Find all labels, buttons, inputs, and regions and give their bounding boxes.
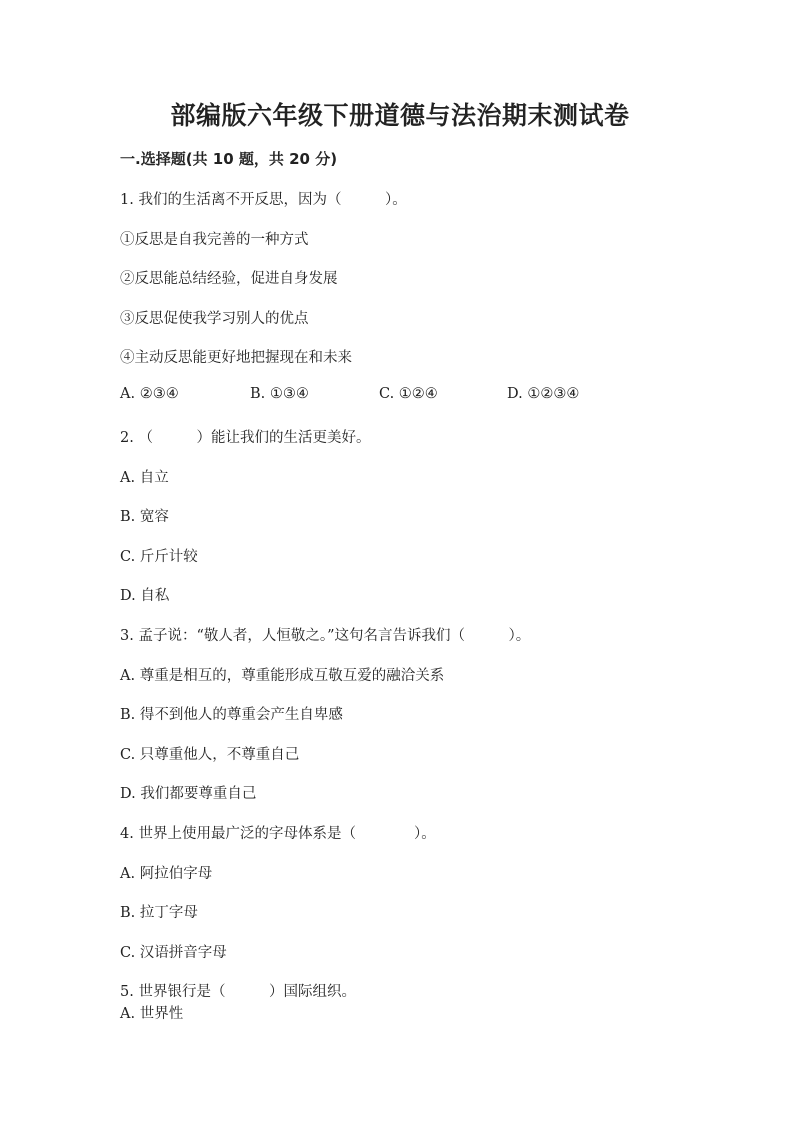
question-2-option-b: B. 宽容 <box>120 509 169 525</box>
question-2-stem: 2. （ ）能让我们的生活更美好。 <box>120 430 371 446</box>
question-1-options <box>120 386 680 406</box>
section-heading: 一.选择题(共 10 题，共 20 分) <box>120 150 338 168</box>
question-1-statement-1: ①反思是自我完善的一种方式 <box>120 232 309 248</box>
question-1-statement-2: ②反思能总结经验，促进自身发展 <box>120 271 338 287</box>
question-3-option-c: C. 只尊重他人，不尊重自己 <box>120 747 300 763</box>
question-4-option-c: C. 汉语拼音字母 <box>120 945 227 961</box>
question-3-stem: 3. 孟子说：“敬人者，人恒敬之。”这句名言告诉我们（ ）。 <box>120 628 531 644</box>
question-2-option-c: C. 斤斤计较 <box>120 549 198 565</box>
question-3-option-d: D. 我们都要尊重自己 <box>120 786 257 802</box>
question-5-stem: 5. 世界银行是（ ）国际组织。 <box>120 984 356 1000</box>
question-1-option-d: D. ①②③④ <box>507 386 580 402</box>
question-5-option-a: A. 世界性 <box>120 1006 184 1022</box>
question-1-statement-3: ③反思促使我学习别人的优点 <box>120 311 309 327</box>
question-2-option-a: A. 自立 <box>120 470 169 486</box>
page-title: 部编版六年级下册道德与法治期末测试卷 <box>170 101 630 130</box>
question-1-option-c: C. ①②④ <box>379 386 438 402</box>
question-1-option-a: A. ②③④ <box>120 386 179 402</box>
question-4-option-b: B. 拉丁字母 <box>120 905 198 921</box>
question-1-option-b: B. ①③④ <box>250 386 309 402</box>
question-3-option-a: A. 尊重是相互的，尊重能形成互敬互爱的融洽关系 <box>120 668 445 684</box>
question-4-stem: 4. 世界上使用最广泛的字母体系是（ ）。 <box>120 826 436 842</box>
question-1-statement-4: ④主动反思能更好地把握现在和未来 <box>120 350 352 366</box>
question-1-stem: 1. 我们的生活离不开反思，因为（ ）。 <box>120 192 407 208</box>
question-3-option-b: B. 得不到他人的尊重会产生自卑感 <box>120 707 343 723</box>
question-2-option-d: D. 自私 <box>120 588 170 604</box>
question-4-option-a: A. 阿拉伯字母 <box>120 866 213 882</box>
